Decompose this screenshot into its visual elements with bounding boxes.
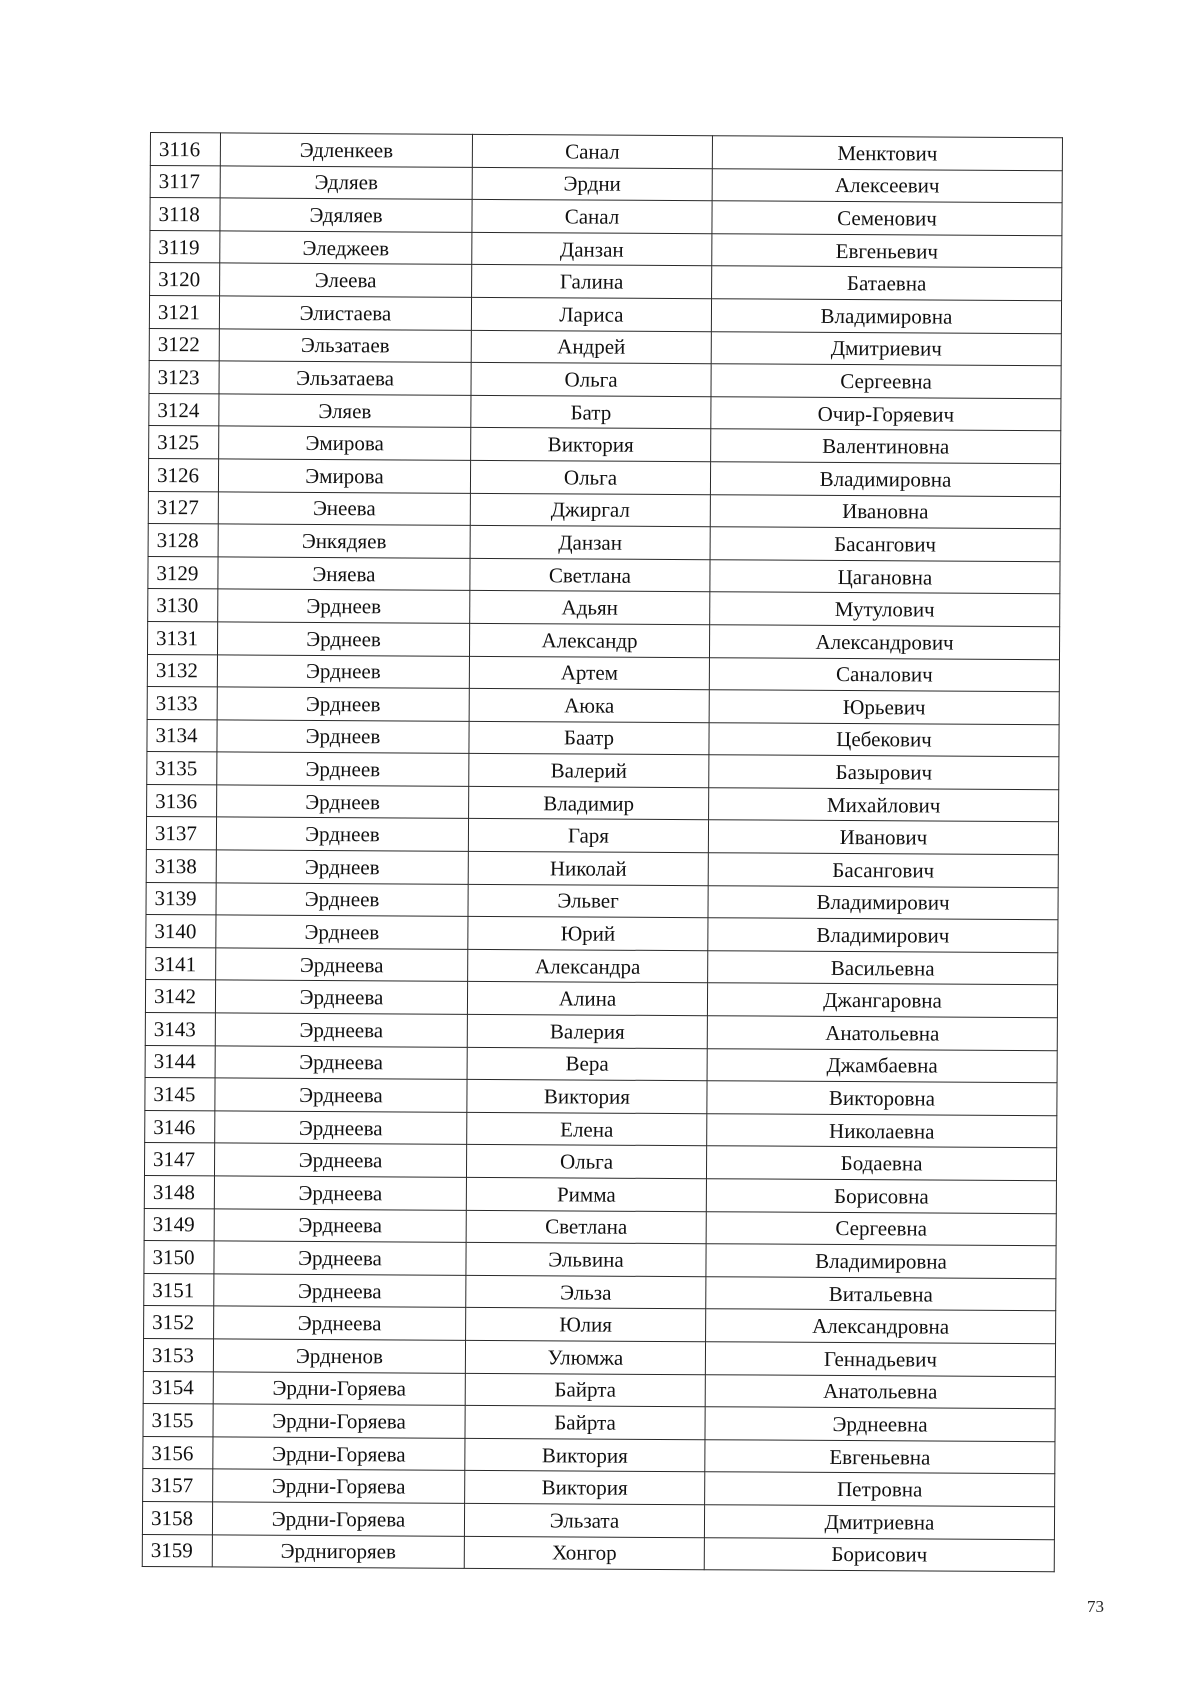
table-row [144,1208,1056,1246]
first-name-cell: Байрта [465,1373,705,1407]
patronymic-cell: Дмитриевна [704,1505,1054,1540]
patronymic-cell: Мутулович [710,592,1060,627]
row-number-cell: 3137 [146,817,216,850]
table-row [146,915,1058,953]
row-number-cell: 3119 [150,230,220,263]
table-row [144,1175,1056,1213]
last-name-cell: Эняева [218,557,470,591]
last-name-cell: Эдяляев [220,198,472,232]
last-name-cell: Эледжеев [220,231,472,265]
last-name-cell: Элистаева [219,296,471,330]
first-name-cell: Светлана [470,558,710,592]
row-number-cell: 3151 [144,1273,214,1306]
first-name-cell: Вера [467,1047,707,1081]
row-number-cell: 3128 [148,524,218,557]
last-name-cell: Элеева [220,263,472,297]
row-number-cell: 3156 [143,1436,213,1469]
patronymic-cell: Александровна [706,1309,1056,1344]
row-number-cell: 3153 [143,1338,213,1371]
last-name-cell: Эрднеева [214,1274,466,1308]
patronymic-cell: Борисович [704,1537,1054,1572]
patronymic-cell: Владимировна [710,462,1060,497]
last-name-cell: Эрднеева [215,1111,467,1145]
table-row [148,589,1060,627]
last-name-cell: Эльзатаев [219,328,471,362]
row-number-cell: 3154 [143,1371,213,1404]
last-name-cell: Эрднеева [215,1046,467,1080]
last-name-cell: Эрдни-Горяева [213,1469,465,1503]
first-name-cell: Александр [469,623,709,657]
row-number-cell: 3150 [144,1241,214,1274]
table-row [144,1306,1056,1344]
row-number-cell: 3121 [149,295,219,328]
table-row [146,850,1058,888]
row-number-cell: 3158 [142,1501,212,1534]
last-name-cell: Эрднеев [217,622,469,656]
first-name-cell: Елена [467,1112,707,1146]
row-number-cell: 3136 [147,784,217,817]
last-name-cell: Эрднеев [217,785,469,819]
table-row [147,752,1059,790]
patronymic-cell: Евгеньевна [705,1439,1055,1474]
table-row [145,1013,1057,1051]
last-name-cell: Эрднеева [214,1306,466,1340]
row-number-cell: 3138 [146,850,216,883]
first-name-cell: Ольга [470,460,710,494]
last-name-cell: Эрдни-Горяева [213,1437,465,1471]
table-row [145,980,1057,1018]
first-name-cell: Эльвина [466,1243,706,1277]
first-name-cell: Александра [468,949,708,983]
row-number-cell: 3147 [144,1143,214,1176]
first-name-cell: Санал [472,200,712,234]
first-name-cell: Артем [469,656,709,690]
table-row [150,230,1062,268]
row-number-cell: 3155 [143,1404,213,1437]
patronymic-cell: Очир-Горяевич [711,396,1061,431]
table-row [149,426,1061,464]
table-row [142,1534,1054,1572]
last-name-cell: Эльзатаева [219,361,471,395]
patronymic-cell: Анатольевна [705,1374,1055,1409]
patronymic-cell: Сергеевна [711,364,1061,399]
table-row [148,491,1060,529]
row-number-cell: 3133 [147,687,217,720]
row-number-cell: 3140 [146,915,216,948]
last-name-cell: Эдляев [220,165,472,199]
patronymic-cell: Валентиновна [711,429,1061,464]
first-name-cell: Баатр [469,721,709,755]
first-name-cell: Данзан [470,525,710,559]
first-name-cell: Данзан [472,232,712,266]
row-number-cell: 3149 [144,1208,214,1241]
patronymic-cell: Александрович [709,625,1059,660]
last-name-cell: Эрднеев [216,915,468,949]
first-name-cell: Юлия [466,1308,706,1342]
row-number-cell: 3116 [150,133,220,166]
patronymic-cell: Менктович [712,136,1062,171]
patronymic-cell: Владимирович [708,918,1058,953]
table-row [144,1143,1056,1181]
patronymic-cell: Семенович [712,201,1062,236]
first-name-cell: Аюка [469,688,709,722]
patronymic-cell: Владимировна [711,299,1061,334]
row-number-cell: 3148 [144,1175,214,1208]
first-name-cell: Эльвег [468,884,708,918]
patronymic-cell: Петровна [705,1472,1055,1507]
table-row [149,393,1061,431]
table-row [146,947,1058,985]
first-name-cell: Хонгор [464,1536,704,1570]
first-name-cell: Эрдни [472,167,712,201]
last-name-cell: Эдленкеев [220,133,472,167]
row-number-cell: 3152 [144,1306,214,1339]
patronymic-cell: Юрьевич [709,690,1059,725]
last-name-cell: Энкядяев [218,524,470,558]
first-name-cell: Николай [468,851,708,885]
patronymic-cell: Басангович [708,853,1058,888]
row-number-cell: 3132 [147,654,217,687]
first-name-cell: Юрий [468,917,708,951]
last-name-cell: Эрднеева [215,980,467,1014]
page-number: 73 [1087,1597,1104,1616]
table-row [144,1241,1056,1279]
patronymic-cell: Дмитриевич [711,331,1061,366]
table-row [147,719,1059,757]
row-number-cell: 3144 [145,1045,215,1078]
last-name-cell: Эрднеев [217,720,469,754]
last-name-cell: Эрднеев [217,752,469,786]
row-number-cell: 3130 [148,589,218,622]
last-name-cell: Эрднеева [214,1208,466,1242]
table-row [147,621,1059,659]
first-name-cell: Байрта [465,1405,705,1439]
table-row [149,361,1061,399]
patronymic-cell: Басангович [710,527,1060,562]
first-name-cell: Гаря [468,819,708,853]
table-row [150,198,1062,236]
first-name-cell: Светлана [466,1210,706,1244]
table-row [147,687,1059,725]
row-number-cell: 3142 [145,980,215,1013]
last-name-cell: Эрднеева [214,1143,466,1177]
table-row [146,882,1058,920]
patronymic-cell: Бодаевна [706,1146,1056,1181]
row-number-cell: 3141 [146,947,216,980]
table-row [144,1273,1056,1311]
table-row [150,165,1062,203]
last-name-cell: Эрднеева [215,1013,467,1047]
last-name-cell: Эрднигоряев [212,1534,464,1568]
table-row [148,524,1060,562]
patronymic-cell: Джангаровна [707,983,1057,1018]
table-row [145,1045,1057,1083]
table-row [147,784,1059,822]
last-name-cell: Эрднеев [218,589,470,623]
row-number-cell: 3126 [148,458,218,491]
last-name-cell: Эрдни-Горяева [213,1371,465,1405]
row-number-cell: 3125 [149,426,219,459]
patronymic-cell: Николаевна [707,1114,1057,1149]
last-name-cell: Эрднеева [214,1241,466,1275]
patronymic-cell: Владимировна [706,1244,1056,1279]
table-row [148,556,1060,594]
last-name-cell: Эрднеев [216,850,468,884]
patronymic-cell: Геннадьевич [705,1342,1055,1377]
last-name-cell: Эрднеев [217,654,469,688]
patronymic-cell: Сергеевна [706,1211,1056,1246]
row-number-cell: 3124 [149,393,219,426]
row-number-cell: 3120 [150,263,220,296]
first-name-cell: Джиргал [470,493,710,527]
table-row [145,1110,1057,1148]
first-name-cell: Адьян [470,591,710,625]
row-number-cell: 3127 [148,491,218,524]
first-name-cell: Ольга [471,363,711,397]
row-number-cell: 3139 [146,882,216,915]
row-number-cell: 3131 [147,621,217,654]
patronymic-cell: Базырович [709,755,1059,790]
first-name-cell: Римма [466,1177,706,1211]
last-name-cell: Эрднеев [216,817,468,851]
table-row [146,817,1058,855]
first-name-cell: Виктория [467,1080,707,1114]
table-row [150,263,1062,301]
patronymic-cell: Эрднеевна [705,1407,1055,1442]
table-row [147,654,1059,692]
row-number-cell: 3143 [145,1013,215,1046]
table-row [150,133,1062,171]
row-number-cell: 3122 [149,328,219,361]
last-name-cell: Эрдни-Горяева [213,1404,465,1438]
first-name-cell: Виктория [471,428,711,462]
row-number-cell: 3134 [147,719,217,752]
patronymic-cell: Владимирович [708,885,1058,920]
patronymic-cell: Михайлович [709,788,1059,823]
first-name-cell: Эльзата [464,1503,704,1537]
table-row [149,295,1061,333]
table-row [142,1501,1054,1539]
first-name-cell: Галина [472,265,712,299]
first-name-cell: Улюмжа [465,1340,705,1374]
row-number-cell: 3118 [150,198,220,231]
patronymic-cell: Саналович [709,657,1059,692]
table-row [148,458,1060,496]
table-row [145,1078,1057,1116]
first-name-cell: Андрей [471,330,711,364]
first-name-cell: Алина [467,982,707,1016]
last-name-cell: Эрдни-Горяева [212,1502,464,1536]
roster-table-body [142,133,1062,1572]
patronymic-cell: Иванович [708,820,1058,855]
patronymic-cell: Викторовна [707,1081,1057,1116]
row-number-cell: 3123 [149,361,219,394]
table-row [143,1436,1055,1474]
last-name-cell: Эрднеев [217,687,469,721]
table-row [149,328,1061,366]
patronymic-cell: Цебекович [709,722,1059,757]
first-name-cell: Санал [472,134,712,168]
row-number-cell: 3146 [145,1110,215,1143]
row-number-cell: 3129 [148,556,218,589]
table-row [143,1469,1055,1507]
row-number-cell: 3159 [142,1534,212,1567]
patronymic-cell: Джамбаевна [707,1048,1057,1083]
table-row [143,1338,1055,1376]
last-name-cell: Эрдненов [213,1339,465,1373]
last-name-cell: Эрднеев [216,883,468,917]
table-row [143,1371,1055,1409]
patronymic-cell: Цагановна [710,559,1060,594]
first-name-cell: Валерий [469,754,709,788]
first-name-cell: Батр [471,395,711,429]
row-number-cell: 3135 [147,752,217,785]
first-name-cell: Виктория [465,1438,705,1472]
last-name-cell: Эляев [219,394,471,428]
patronymic-cell: Васильевна [708,951,1058,986]
row-number-cell: 3157 [143,1469,213,1502]
last-name-cell: Энеева [218,491,470,525]
patronymic-cell: Батаевна [712,266,1062,301]
patronymic-cell: Алексеевич [712,168,1062,203]
last-name-cell: Эрднеева [215,1078,467,1112]
patronymic-cell: Борисовна [706,1179,1056,1214]
first-name-cell: Валерия [467,1014,707,1048]
row-number-cell: 3145 [145,1078,215,1111]
table-row [143,1404,1055,1442]
first-name-cell: Виктория [465,1471,705,1505]
first-name-cell: Владимир [469,786,709,820]
last-name-cell: Эмирова [219,426,471,460]
last-name-cell: Эрднеева [216,948,468,982]
patronymic-cell: Евгеньевич [712,234,1062,269]
first-name-cell: Эльза [466,1275,706,1309]
last-name-cell: Эрднеева [214,1176,466,1210]
patronymic-cell: Анатольевна [707,1016,1057,1051]
patronymic-cell: Витальевна [706,1277,1056,1312]
roster-table [142,132,1063,1572]
first-name-cell: Ольга [466,1145,706,1179]
patronymic-cell: Ивановна [710,494,1060,529]
row-number-cell: 3117 [150,165,220,198]
last-name-cell: Эмирова [218,459,470,493]
first-name-cell: Лариса [471,297,711,331]
